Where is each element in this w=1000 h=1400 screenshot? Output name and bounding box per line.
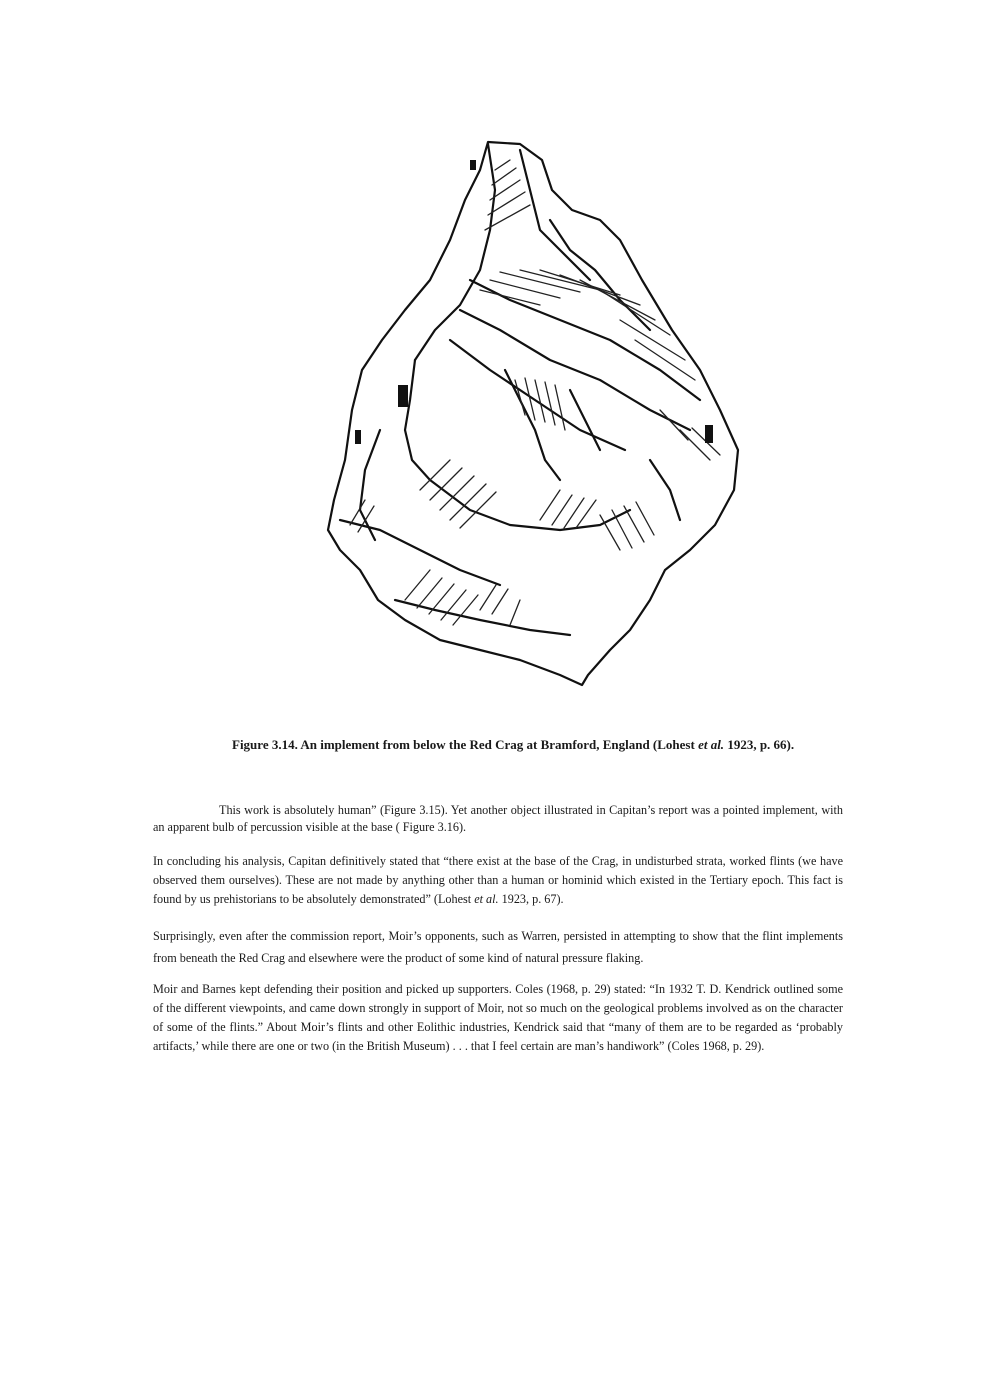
paragraph-1: This work is absolutely human” (Figure 3.15). Yet another object illustrated in Capitan’s report was a pointed implement, with an apparent bulb of percussion visible at the base ( Figure 3.16).: [153, 803, 843, 834]
paragraph-2-text: In concluding his analysis, Capitan definitively stated that “there exist at the base of the Crag, in undisturbed strata, worked flints (we have observed them ourselves). These are not made by anything other than a human or hominid which existed in the Tertiary epoch. This fact is found by us prehistorians to be absolutely demonstrated” (Lohest: [153, 854, 843, 907]
caption-suffix: 1923, p. 66).: [724, 737, 795, 752]
paragraph-2-tail: 1923, p. 67).: [498, 892, 564, 907]
caption-prefix: Figure 3.14. An implement from below the Red Crag at Bramford, England (Lohest: [232, 737, 699, 752]
paragraph-2-italic: et al.: [474, 892, 499, 907]
paragraph-4: Moir and Barnes kept defending their position and picked up supporters. Coles (1968, p. 29) stated: “In 1932 T. D. Kendrick outlined some of the different viewpoints, and came down strongly in support of Moir, not so much on the geological problems involved as on the character of some of the flints.” About Moir’s flints and other Eolithic industries, Kendrick said that “many of them are to be regarded as ‘probably artifacts,’ while there are one or two (in the British Museum) . . . that I feel certain are man’s handiwork” (Coles 1968, p. 29).: [153, 982, 843, 1054]
implement-drawing: [320, 130, 750, 700]
implement-figure: [320, 130, 750, 700]
paragraph-2: [153, 852, 843, 909]
caption-italic: et al.: [698, 737, 725, 752]
paragraph-3: Surprisingly, even after the commission report, Moir’s opponents, such as Warren, persisted in attempting to show that the flint implements from beneath the Red Crag and elsewhere were the product of some kind of natural pressure flaking.: [153, 929, 843, 966]
figure-caption: [232, 737, 872, 753]
